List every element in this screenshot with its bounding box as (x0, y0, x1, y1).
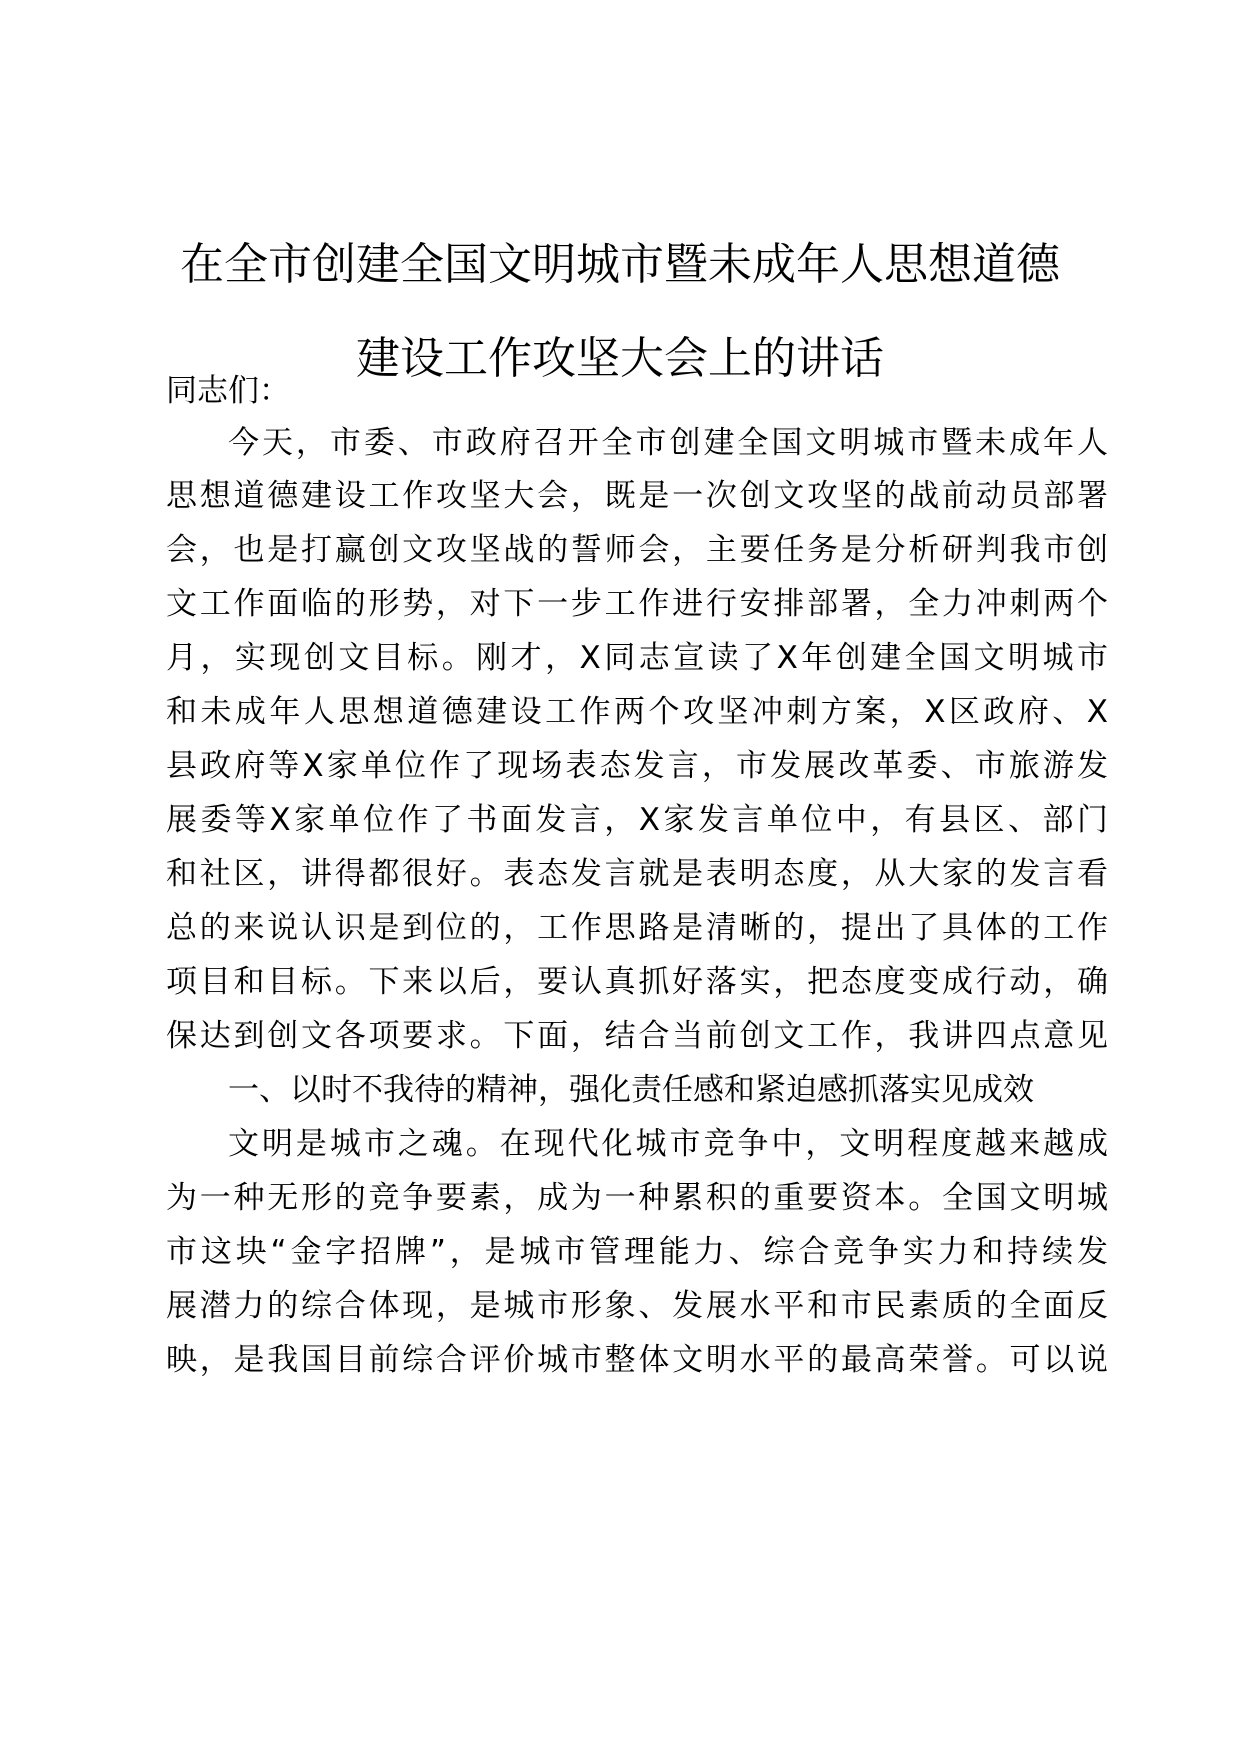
body-line: 县政府等X家单位作了现场表态发言，市发展改革委、市旅游发 (166, 748, 1108, 784)
body-line: 会，也是打赢创文攻坚战的誓师会，主要任务是分析研判我市创 (166, 532, 1108, 568)
body-line: 思想道德建设工作攻坚大会，既是一次创文攻坚的战前动员部署 (166, 478, 1108, 514)
body-line: 总的来说认识是到位的，工作思路是清晰的，提出了具体的工作 (166, 910, 1108, 946)
salutation: 同志们： (166, 373, 290, 409)
document-title-line-1: 在全市创建全国文明城市暨未成年人思想道德 (180, 239, 1060, 290)
body-line: 文工作面临的形势，对下一步工作进行安排部署，全力冲刺两个 (166, 586, 1108, 622)
document-title-line-2: 建设工作攻坚大会上的讲话 (356, 333, 884, 384)
body-line: 为一种无形的竞争要素，成为一种累积的重要资本。全国文明城 (166, 1180, 1108, 1216)
body-line: 展委等X家单位作了书面发言，X家发言单位中，有县区、部门 (166, 802, 1108, 838)
body-line: 映，是我国目前综合评价城市整体文明水平的最高荣誉。可以说 (166, 1342, 1108, 1378)
body-line: 展潜力的综合体现，是城市形象、发展水平和市民素质的全面反 (166, 1288, 1108, 1324)
body-line: 和未成年人思想道德建设工作两个攻坚冲刺方案，X区政府、X (166, 694, 1108, 730)
body-line: 文明是城市之魂。在现代化城市竞争中，文明程度越来越成 (228, 1126, 1108, 1162)
body-line: 今天，市委、市政府召开全市创建全国文明城市暨未成年人 (228, 425, 1108, 461)
body-line: 保达到创文各项要求。下面，结合当前创文工作，我讲四点意见 (166, 1018, 1108, 1054)
body-line: 和社区，讲得都很好。表态发言就是表明态度，从大家的发言看 (166, 856, 1108, 892)
section-heading: 一、以时不我待的精神，强化责任感和紧迫感抓落实见成效 (228, 1072, 1034, 1108)
body-line: 项目和目标。下来以后，要认真抓好落实，把态度变成行动，确 (166, 964, 1108, 1000)
body-line: 市这块“金字招牌”，是城市管理能力、综合竞争实力和持续发 (166, 1234, 1108, 1270)
body-line: 月，实现创文目标。刚才，X同志宣读了X年创建全国文明城市 (166, 640, 1108, 676)
